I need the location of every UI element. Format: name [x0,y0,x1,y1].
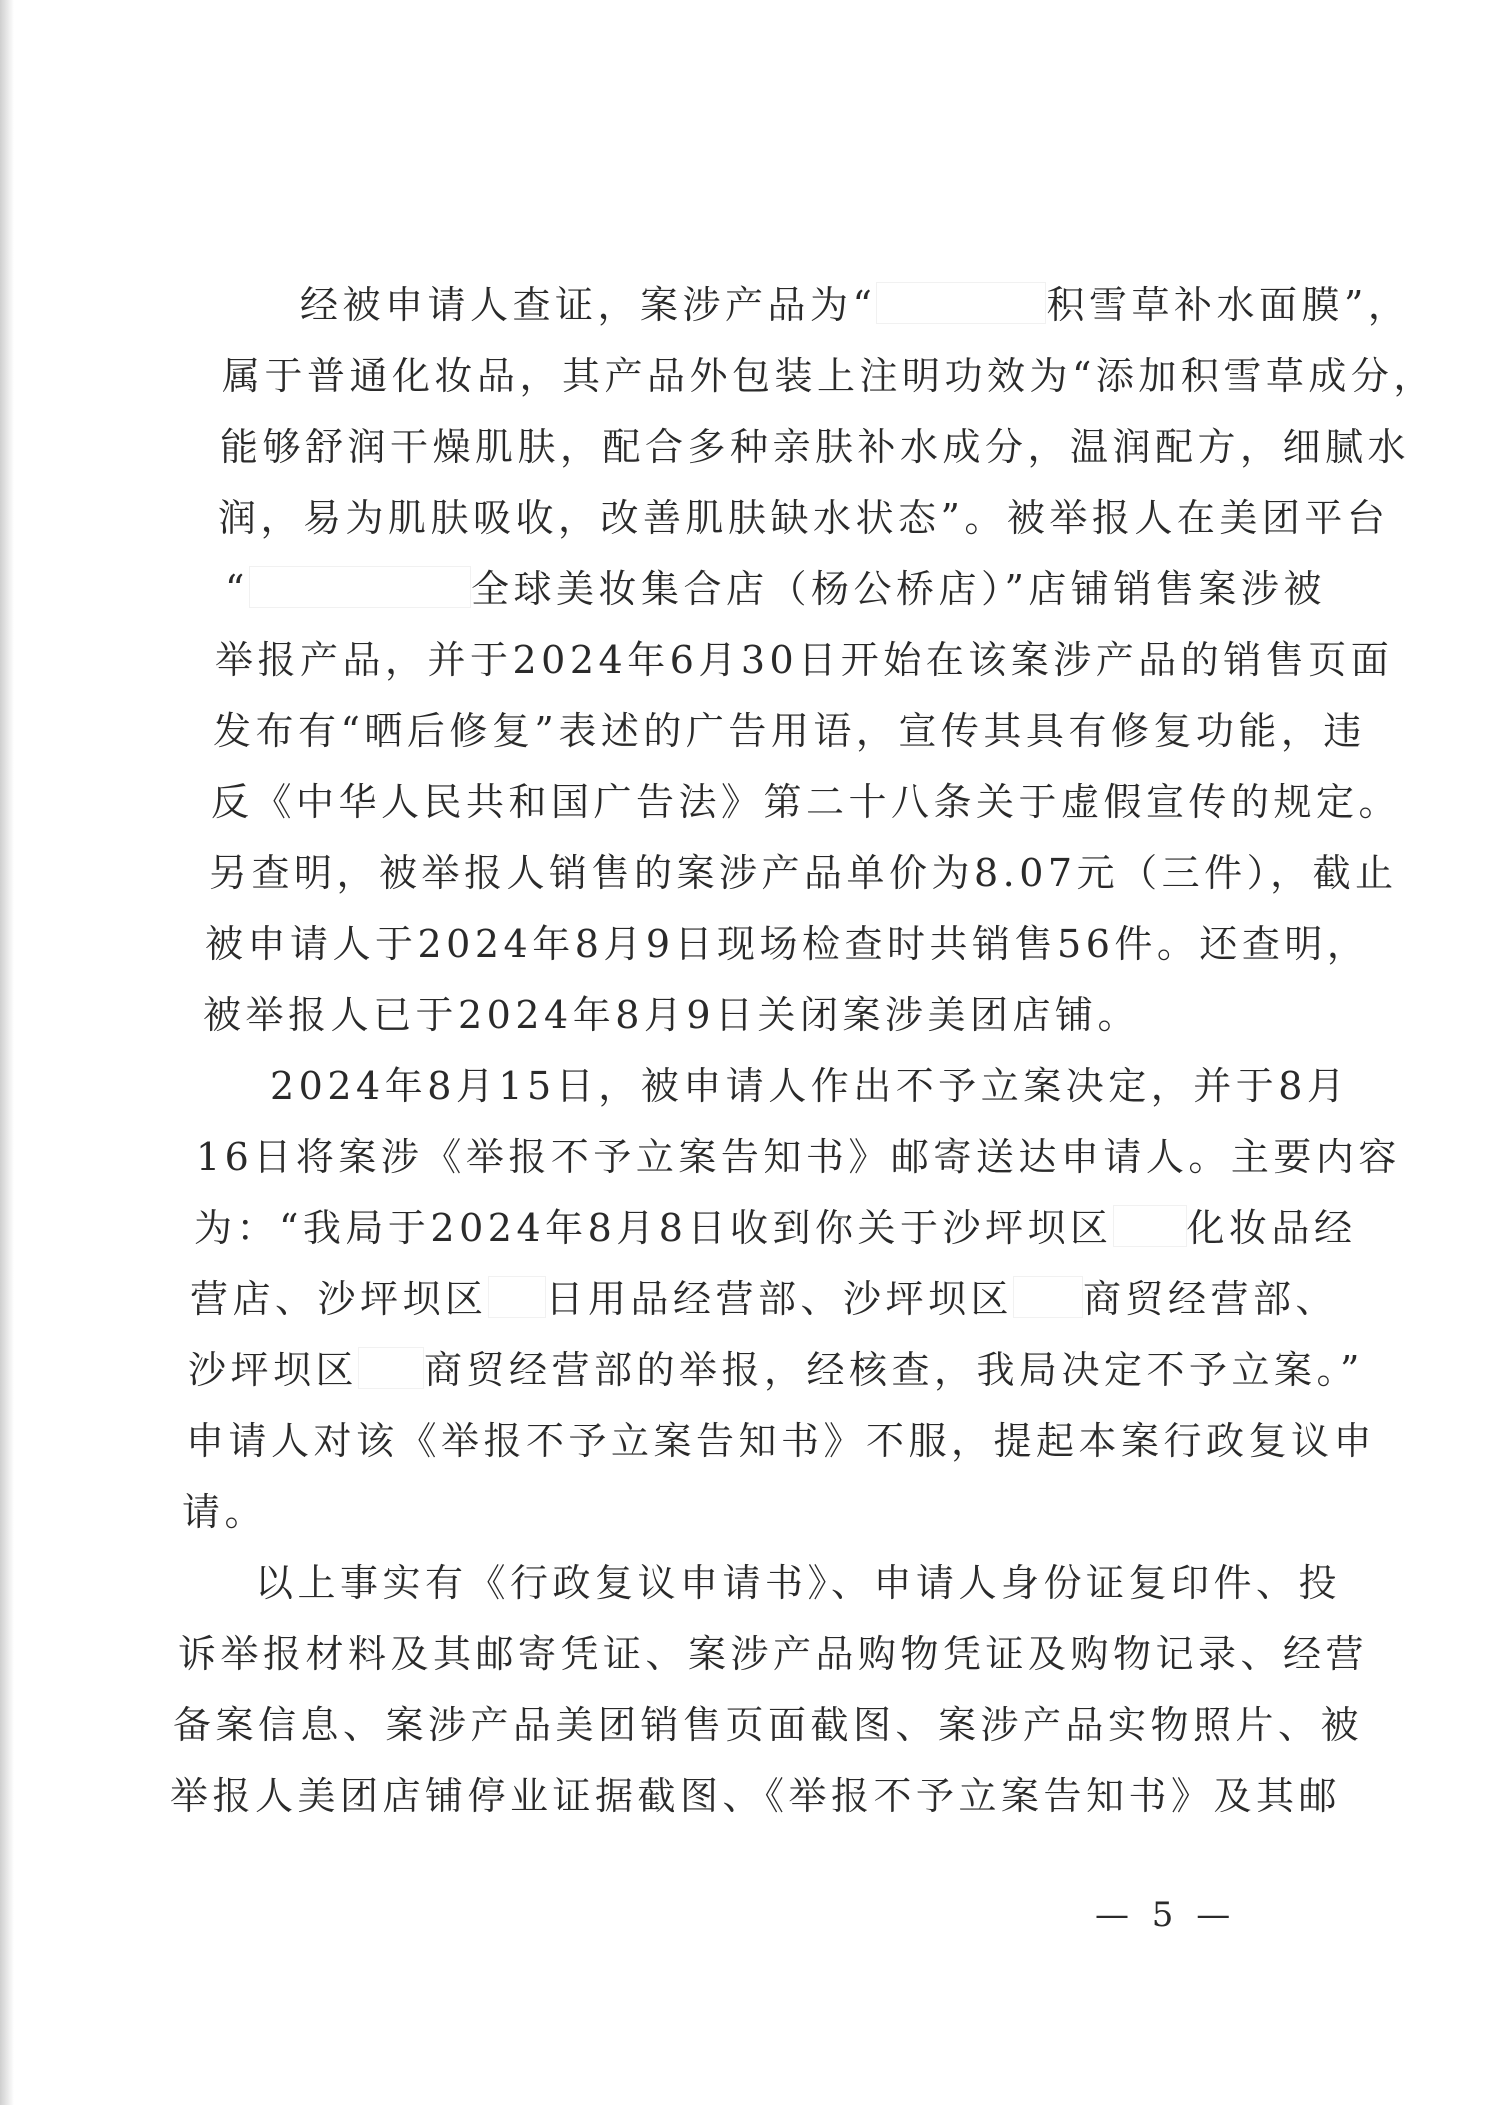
text-segment: 全球美妆集合店（杨公桥店）”店铺销售案涉被 [470,567,1326,611]
text-line [300,282,1410,328]
text-line: 反《中华人民共和国广告法》第二十八条关于虚假宣传的规定。 [211,780,1402,824]
text-line: 举报产品，并于2024年6月30日开始在该案涉产品的销售页面 [215,638,1394,682]
text-segment: 化妆品经 [1186,1206,1357,1250]
text-line: 申请人对该《举报不予立案告知书》不服，提起本案行政复议申 [186,1419,1377,1463]
redaction-box [358,1347,424,1389]
text-line: 诉举报材料及其邮寄凭证、案涉产品购物凭证及购物记录、经营 [178,1632,1369,1676]
redaction-box [876,282,1046,324]
text-line: 以上事实有《行政复议申请书》、申请人身份证复印件、投 [255,1561,1342,1605]
text-segment: “ [225,567,249,611]
text-line: 请。 [182,1490,268,1534]
text-line: 发布有“晒后修复”表述的广告用语，宣传其具有修复功能，违 [213,709,1366,753]
text-segment: 商贸经营部、 [1083,1277,1339,1321]
text-line: 润，易为肌肤吸收，改善肌肤缺水状态”。被举报人在美团平台 [218,496,1390,540]
text-line: 备案信息、案涉产品美团销售页面截图、案涉产品实物照片、被 [173,1703,1364,1747]
redaction-box [488,1276,546,1318]
redaction-box [249,566,471,608]
text-line [190,1276,1338,1322]
text-segment: 为：“我局于2024年8月8日收到你关于沙坪坝区 [194,1206,1113,1250]
text-line: 2024年8月15日，被申请人作出不予立案决定，并于8月 [270,1064,1350,1108]
scan-shadow-edge [0,0,14,2105]
text-segment: 营店、沙坪坝区 [190,1277,488,1321]
redaction-box [1113,1205,1187,1247]
text-line: 16日将案涉《举报不予立案告知书》邮寄送达申请人。主要内容 [196,1135,1401,1179]
text-line: 被举报人已于2024年8月9日关闭案涉美团店铺。 [203,993,1141,1037]
text-line: 另查明，被举报人销售的案涉产品单价为8.07元（三件），截止 [209,851,1398,895]
text-segment: 日用品经营部、沙坪坝区 [545,1277,1014,1321]
text-line: 属于普通化妆品，其产品外包装上注明功效为“添加积雪草成分， [222,354,1436,398]
text-line: 被申请人于2024年8月9日现场检查时共销售56件。还查明， [205,922,1370,966]
redaction-box [1013,1276,1083,1318]
text-line [188,1347,1364,1393]
text-segment: 积雪草补水面膜”， [1046,283,1411,327]
page-number: — 5 — [1095,1895,1237,1935]
text-line: 能够舒润干燥肌肤，配合多种亲肤补水成分，温润配方，细腻水 [220,425,1411,469]
text-segment: 经被申请人查证，案涉产品为“ [300,283,877,327]
text-line: 举报人美团店铺停业证据截图、《举报不予立案告知书》及其邮 [170,1774,1342,1818]
text-line [225,566,1326,612]
text-segment: 沙坪坝区 [188,1348,359,1392]
text-line [194,1205,1357,1251]
text-segment: 商贸经营部的举报，经核查，我局决定不予立案。” [424,1348,1364,1392]
